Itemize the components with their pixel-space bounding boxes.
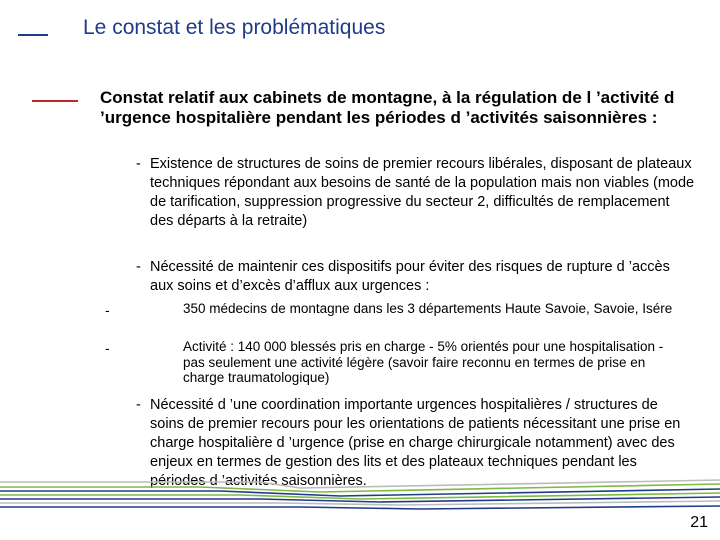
bullet-2: Nécessité de maintenir ces dispositifs pour éviter des risques de rupture d ’accès aux soins et d’excès d’afflux aux urgences :: [150, 259, 670, 294]
bullet-1-dash: -: [136, 156, 141, 172]
decorative-stripes: [0, 478, 720, 514]
sub-item-2: Activité : 140 000 blessés pris en charge - 5% orientés pour une hospitalisation - pas seulement une activité légère (savoir faire reconnu en termes de prise en charge traumatologique): [183, 339, 664, 385]
bullet-1: Existence de structures de soins de premier recours libérales, disposant de plateaux techniques répondant aux besoins de santé de la population mais non viables (mode de tarification, suppression progressive du secteur 2, difficultés de remplacement des départs à la retraite): [150, 156, 695, 229]
sub-item-1-dash: -: [105, 302, 110, 318]
red-accent-mark: [32, 100, 78, 102]
page-number: 21: [690, 514, 708, 531]
title-underline-mark: [18, 34, 48, 36]
sub-item-1: 350 médecins de montagne dans les 3 départements Haute Savoie, Savoie, Isére: [183, 301, 673, 316]
main-point: Constat relatif aux cabinets de montagne, à la régulation de l ’activité d ’urgence hospitalière pendant les périodes d ’activités saisonnières :: [100, 88, 675, 127]
bullet-3-dash: -: [136, 397, 141, 413]
slide-title: Le constat et les problématiques: [83, 16, 386, 39]
bullet-2-dash: -: [136, 259, 141, 275]
sub-item-2-dash: -: [105, 340, 110, 356]
bullet-3: Nécessité d ’une coordination importante urgences hospitalières / structures de soins de premier recours pour les orientations de patients nécessitant une prise en charge hospitalière d ’urgence (prise en charge chirurgicale notamment) avec des enjeux en termes de gestion des lits et des plateaux techniques pendant les périodes d ’activités saisonnières.: [150, 397, 681, 489]
